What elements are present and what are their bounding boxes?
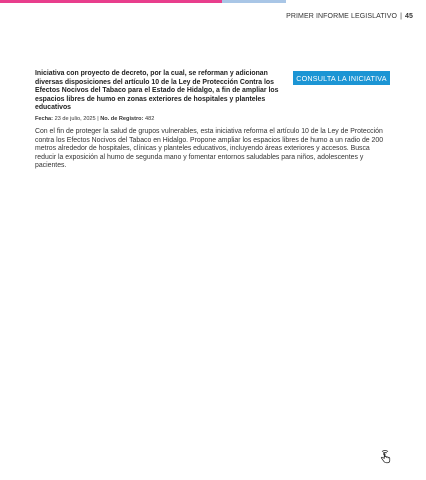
initiative-title: Iniciativa con proyecto de decreto, por la cual, se reforman y adicionan diversas disposiciones del artículo 10 de la Ley de Protección Contra los Efectos Nocivos del Tabaco para el Estado de Hidalgo, a fin de ampliar los espacios libres de humo en zonas exteriores de hospitales y planteles educativos <box>35 70 279 112</box>
registry-label: No. de Registro: <box>100 116 144 122</box>
date-label: Fecha: <box>35 116 54 122</box>
page-number: 45 <box>405 13 413 20</box>
hand-pointer-icon[interactable] <box>379 450 391 464</box>
header-section-title: PRIMER INFORME LEGISLATIVO <box>286 13 398 20</box>
top-color-bar <box>0 0 426 3</box>
date-value: 23 de julio, 2025 <box>54 116 96 122</box>
top-bar-pink <box>0 0 222 3</box>
consult-initiative-button[interactable]: CONSULTA LA INICIATIVA <box>293 71 390 85</box>
meta-separator: | <box>97 116 99 122</box>
initiative-description: Con el fin de proteger la salud de grupos vulnerables, esta iniciativa reforma el artículo 10 de la Ley de Protección contra los Efectos Nocivos del Tabaco en Hidalgo. Propone ampliar los espacios libres de humo a un radio de 200 metros alrededor de hospitales, clínicas y planteles educativos, incluyendo áreas exteriores y accesos. Busca reducir la exposición al humo de segunda mano y fomentar entornos saludables para niños, adolescentes y pacientes. <box>35 128 384 170</box>
registry-value: 482 <box>145 116 155 122</box>
top-bar-blue <box>222 0 286 3</box>
page-header <box>286 13 413 20</box>
header-separator: | <box>400 13 402 20</box>
initiative-meta <box>35 116 154 122</box>
